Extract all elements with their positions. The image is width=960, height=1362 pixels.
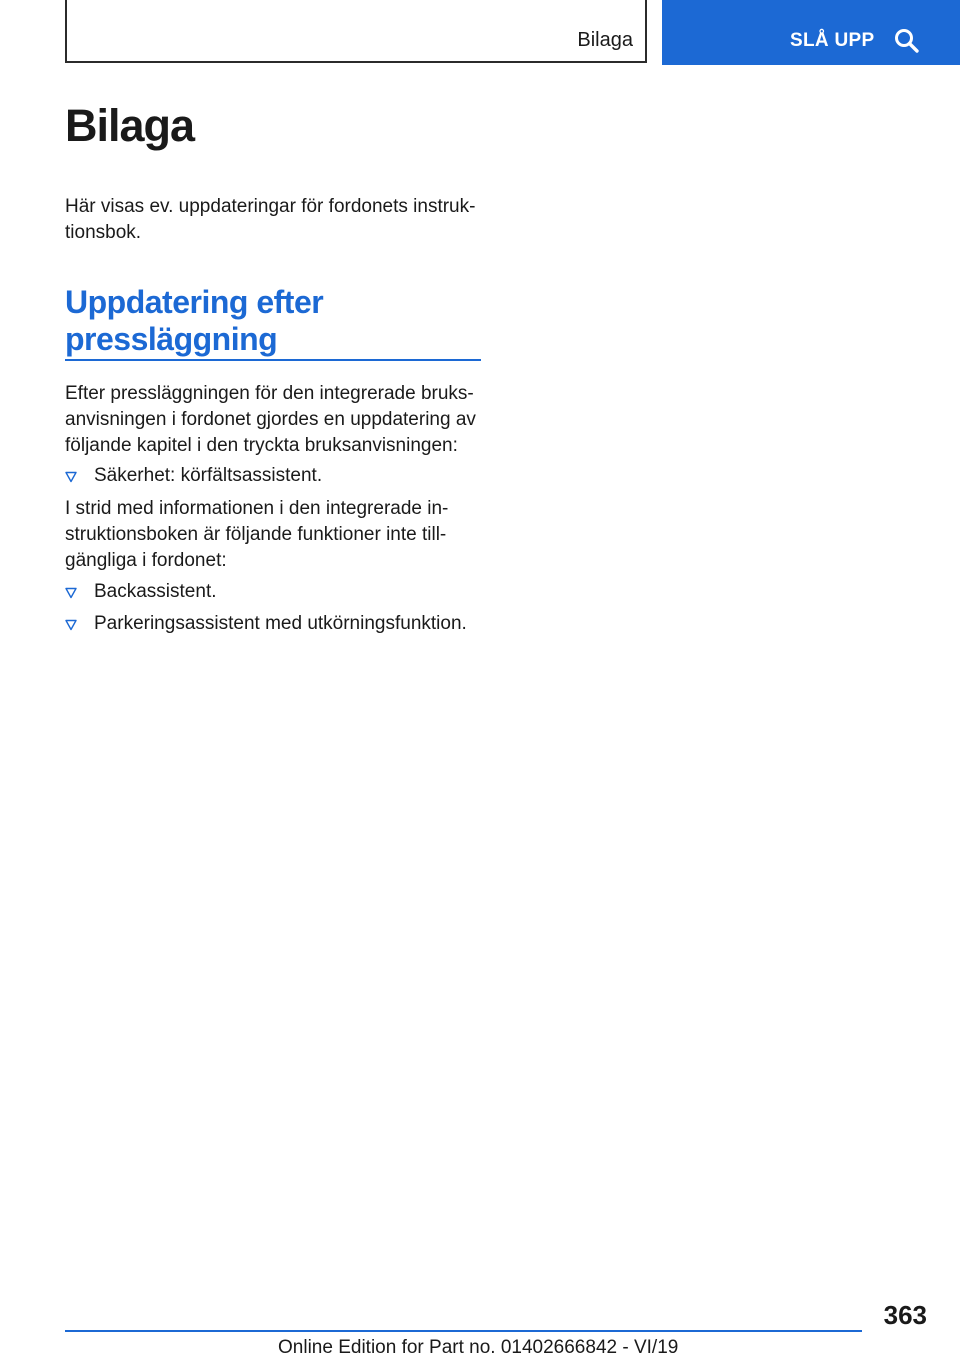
search-button-label: SLÅ UPP <box>790 30 875 51</box>
triangle-bullet-icon <box>65 619 77 631</box>
list-item-text: Parkeringsassistent med utkörningsfunktion. <box>94 613 467 634</box>
paragraph-line: I strid med informationen i den integrerade in- <box>65 498 449 519</box>
footer-divider <box>65 1330 862 1332</box>
update-paragraph <box>65 381 485 459</box>
paragraph-line: gängliga i fordonet: <box>65 550 227 571</box>
page-title: Bilaga <box>65 100 195 151</box>
paragraph-line: följande kapitel i den tryckta bruksanvisningen: <box>65 435 458 456</box>
paragraph-line: Efter pressläggningen för den integrerade bruks- <box>65 383 474 404</box>
triangle-bullet-icon <box>65 471 77 483</box>
list-item-text: Backassistent. <box>94 581 217 602</box>
footer-edition-text: Online Edition for Part no. 01402666842 - VI/19 <box>278 1337 679 1358</box>
page-number: 363 <box>883 1300 927 1330</box>
paragraph-line: anvisningen i fordonet gjordes en uppdatering av <box>65 409 476 430</box>
search-icon <box>894 28 920 54</box>
paragraph-line: struktionsboken är följande funktioner inte till- <box>65 524 447 545</box>
section-heading-line: pressläggning <box>65 321 278 357</box>
section-divider <box>65 359 481 361</box>
list-item-text: Säkerhet: körfältsassistent. <box>94 465 323 486</box>
header-section-label: Bilaga <box>577 29 633 51</box>
intro-line: Här visas ev. uppdateringar för fordonets instruk- <box>65 196 476 217</box>
search-button[interactable] <box>662 0 960 65</box>
header-section-box <box>65 0 647 63</box>
intro-paragraph <box>65 194 485 246</box>
section-heading-line: Uppdatering efter <box>65 284 324 320</box>
unavailable-paragraph <box>65 496 485 574</box>
triangle-bullet-icon <box>65 587 77 599</box>
intro-line: tionsbok. <box>65 222 142 243</box>
section-heading <box>65 284 480 358</box>
